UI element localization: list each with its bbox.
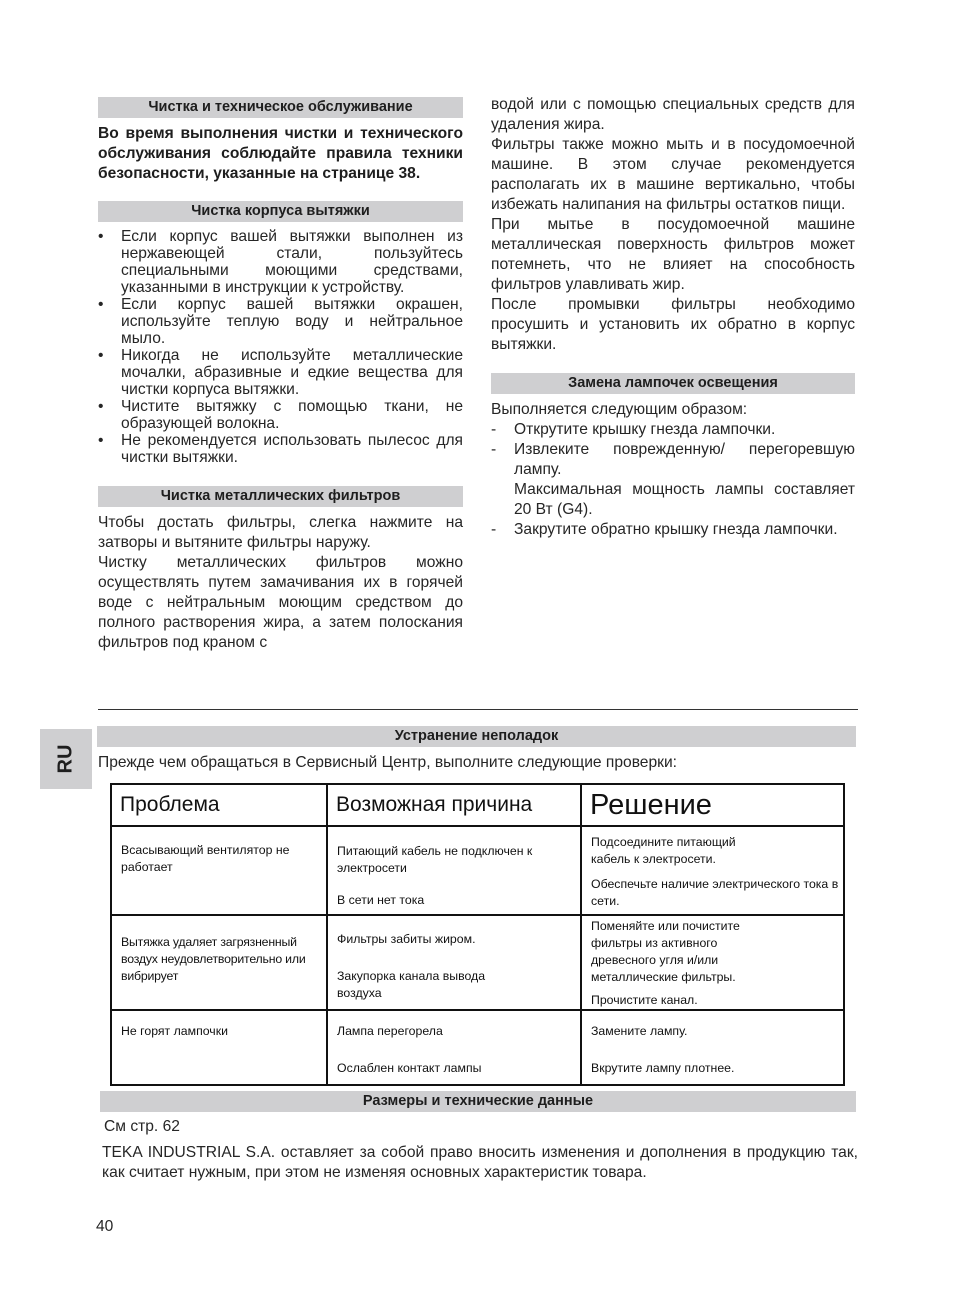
list-item: • Не рекомендуется использовать пылесос для чистки вытяжки. [98,432,463,466]
cause-text: Закупорка канала вывода воздуха [337,969,486,1000]
filters-paragraph: Фильтры также можно мыть и в посудомоечной машине. В этом случае рекомендуется располагать их в машине вертикально, чтобы избежать налипания на фильтры остатков пищи. [491,136,855,213]
maintenance-heading: Чистка и техническое обслуживание [98,97,463,118]
problem-text: Всасывающий вентилятор не работает [121,843,290,874]
specs-page-reference: См стр. 62 [104,1118,180,1135]
specs-heading: Размеры и технические данные [100,1091,856,1112]
troubleshooting-intro: Прежде чем обращаться в Сервисный Центр, выполните следующие проверки: [98,754,678,771]
list-item: - Закрутите обратно крышку гнезда лампочки. [491,520,855,540]
page-number: 40 [96,1218,114,1235]
filters-paragraph: Чтобы достать фильтры, слегка нажмите на затворы и вытяните фильтры наружу. [98,514,463,551]
list-item: • Если корпус вашей вытяжки окрашен, используйте теплую воду и нейтральное мыло. [98,296,463,347]
solution-text: Подсоедините питающий кабель к электросети. [591,835,736,866]
filters-paragraph: Чистку металлических фильтров можно осуществлять путем замачивания их в горячей воде с нейтральным моющим средством до полного растворения жира, а затем полоскания фильтров под краном с [98,554,463,651]
solution-text: Обеспечьте наличие электрического тока в сети. [591,877,839,908]
language-tab [40,729,92,789]
cause-cell [327,826,581,915]
cause-text: Фильтры забиты жиром. [337,932,476,946]
right-column [491,95,855,540]
lamp-intro: Выполняется следующим образом: [491,401,748,418]
cause-text: Ослаблен контакт лампы [337,1061,482,1075]
column-header-solution: Решение [581,784,844,826]
filters-paragraph: водой или с помощью специальных средств для удаления жира. [491,96,855,133]
cause-text: Лампа перегорела [337,1024,443,1038]
filters-cleaning-heading: Чистка металлических фильтров [98,486,463,507]
body-cleaning-list [98,228,463,466]
list-item: • Чистите вытяжку с помощью ткани, не образующей волокна. [98,398,463,432]
problem-cell [111,915,327,1010]
troubleshooting-heading: Устранение неполадок [97,726,856,747]
table-row [111,1010,844,1085]
solution-text: Замените лампу. [591,1024,688,1038]
problem-text: Не горят лампочки [121,1024,228,1038]
lamp-heading: Замена лампочек освещения [491,373,855,394]
body-cleaning-heading: Чистка корпуса вытяжки [98,201,463,222]
solution-cell [581,1010,844,1085]
lamp-note: Максимальная мощность лампы составляет 20 Вт (G4). [514,481,855,518]
solution-cell [581,915,844,1010]
table-row [111,915,844,1010]
lamp-step-text: - Извлеките поврежденную/ перегоревшую лампу. [514,441,855,478]
lamp-steps [491,420,855,540]
cause-text: В сети нет тока [337,893,425,907]
table-row [111,826,844,915]
maintenance-warning: Во время выполнения чистки и технического обслуживания соблюдайте правила техники безопасности, указанные на странице 38. [98,125,463,182]
list-item: • Если корпус вашей вытяжки выполнен из нержавеющей стали, пользуйтесь специальными моющими средствами, указанными в инструкции к устройству. [98,228,463,296]
cause-cell [327,915,581,1010]
list-item: - Открутите крышку гнезда лампочки. [491,420,855,440]
column-header-problem: Проблема [111,784,327,826]
left-column [98,97,463,653]
table-header-row [111,784,844,826]
column-header-cause: Возможная причина [327,784,581,826]
problem-text: Вытяжка удаляет загрязненный воздух неудовлетворительно или вибрирует [121,935,306,983]
solution-text: Поменяйте или почистите фильтры из активного древесного угля и/или металлические фильтры. [591,919,740,984]
problem-cell [111,826,327,915]
cause-cell [327,1010,581,1085]
solution-cell [581,826,844,915]
list-item [491,440,855,520]
cause-text: Питающий кабель не подключен к электросети [337,844,533,875]
troubleshooting-table [110,783,845,1086]
solution-text: Прочистите канал. [591,993,698,1007]
filters-paragraph: После промывки фильтры необходимо просушить и установить их обратно в корпус вытяжки. [491,296,855,353]
list-item: • Никогда не используйте металлические мочалки, абразивные и едкие вещества для чистки корпуса вытяжки. [98,347,463,398]
section-divider [98,709,858,710]
solution-text: Вкрутите лампу плотнее. [591,1061,735,1075]
filters-paragraph: При мытье в посудомоечной машине металлическая поверхность фильтров может потемнеть, что не влияет на способность фильтров улавливать жир. [491,216,855,293]
language-tab-label: RU [54,744,77,774]
disclaimer-text: TEKA INDUSTRIAL S.A. оставляет за собой право вносить изменения и дополнения в продукцию так, как считает нужным, при этом не изменяя основных характеристик товара. [102,1144,858,1181]
problem-cell [111,1010,327,1085]
